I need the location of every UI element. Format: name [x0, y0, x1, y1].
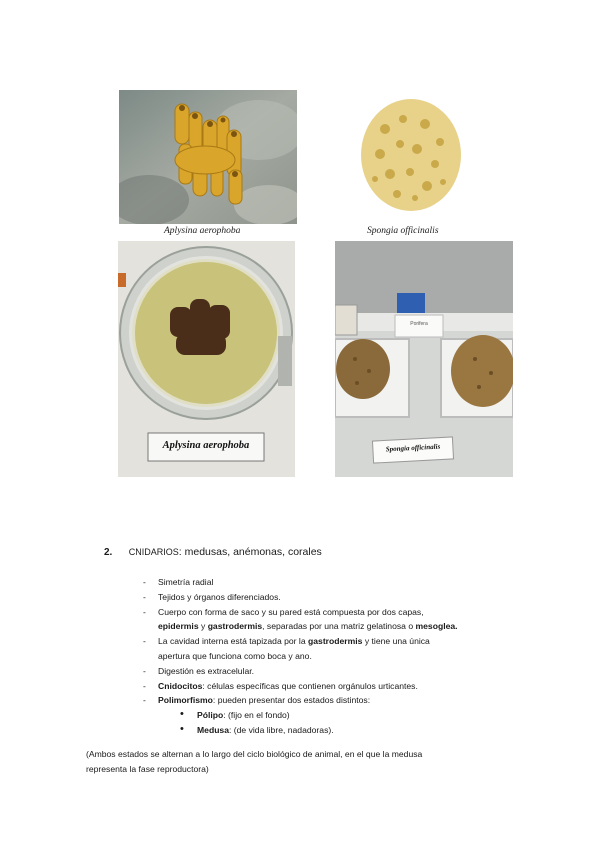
characteristics-list: [143, 575, 523, 738]
section-heading: [104, 546, 322, 558]
label-aplysina-jar: Aplysina aerophoba: [162, 440, 250, 451]
list-item: - Cuerpo con forma de saco y su pared está compuesta por dos capas,: [143, 605, 523, 620]
label-spongia-lab: Spongia officinalis: [385, 442, 441, 454]
list-item: - Simetría radial: [143, 575, 523, 590]
photo-spongia-lab: [335, 241, 513, 477]
polymorphism-sublist: [158, 708, 523, 738]
list-item: - Cnidocitos: células específicas que contienen orgánulos urticantes.: [143, 679, 523, 694]
list-item: - Digestión es extracelular.: [143, 664, 523, 679]
label-porifera-tag: Porifera: [410, 321, 428, 327]
photo-aplysina-jar: [118, 241, 295, 477]
photo-spongia-dry: [355, 94, 467, 216]
list-item-continuation: epidermis y gastrodermis, separadas por una matriz gelatinosa o mesoglea.: [158, 621, 458, 632]
sub-list-item: • Medusa: (de vida libre, nadadoras).: [158, 723, 523, 738]
sub-list-item: • Pólipo: (fijo en el fondo): [158, 708, 523, 723]
caption-spongia: Spongia officinalis: [367, 226, 439, 236]
caption-aplysina: Aplysina aerophoba: [164, 226, 241, 236]
section-subtitle: : medusas, anémonas, corales: [178, 546, 322, 558]
closing-note: (Ambos estados se alternan a lo largo del ciclo biológico de animal, en el que la medusa representa la fase reproductora): [86, 749, 423, 774]
list-item: - Tejidos y órganos diferenciados.: [143, 590, 523, 605]
list-item: - Polimorfismo: pueden presentar dos estados distintos: • Pólipo: (fijo en el fondo) • Medusa: (de vida libre, nadadoras).: [143, 693, 523, 737]
section-number: 2.: [104, 547, 113, 558]
photo-aplysina-underwater: [119, 90, 297, 224]
list-item: - La cavidad interna está tapizada por la gastrodermis y tiene una única: [143, 634, 523, 649]
section-title: CNIDARIOS: [128, 547, 179, 557]
list-item-continuation: apertura que funciona como boca y ano.: [158, 650, 312, 661]
